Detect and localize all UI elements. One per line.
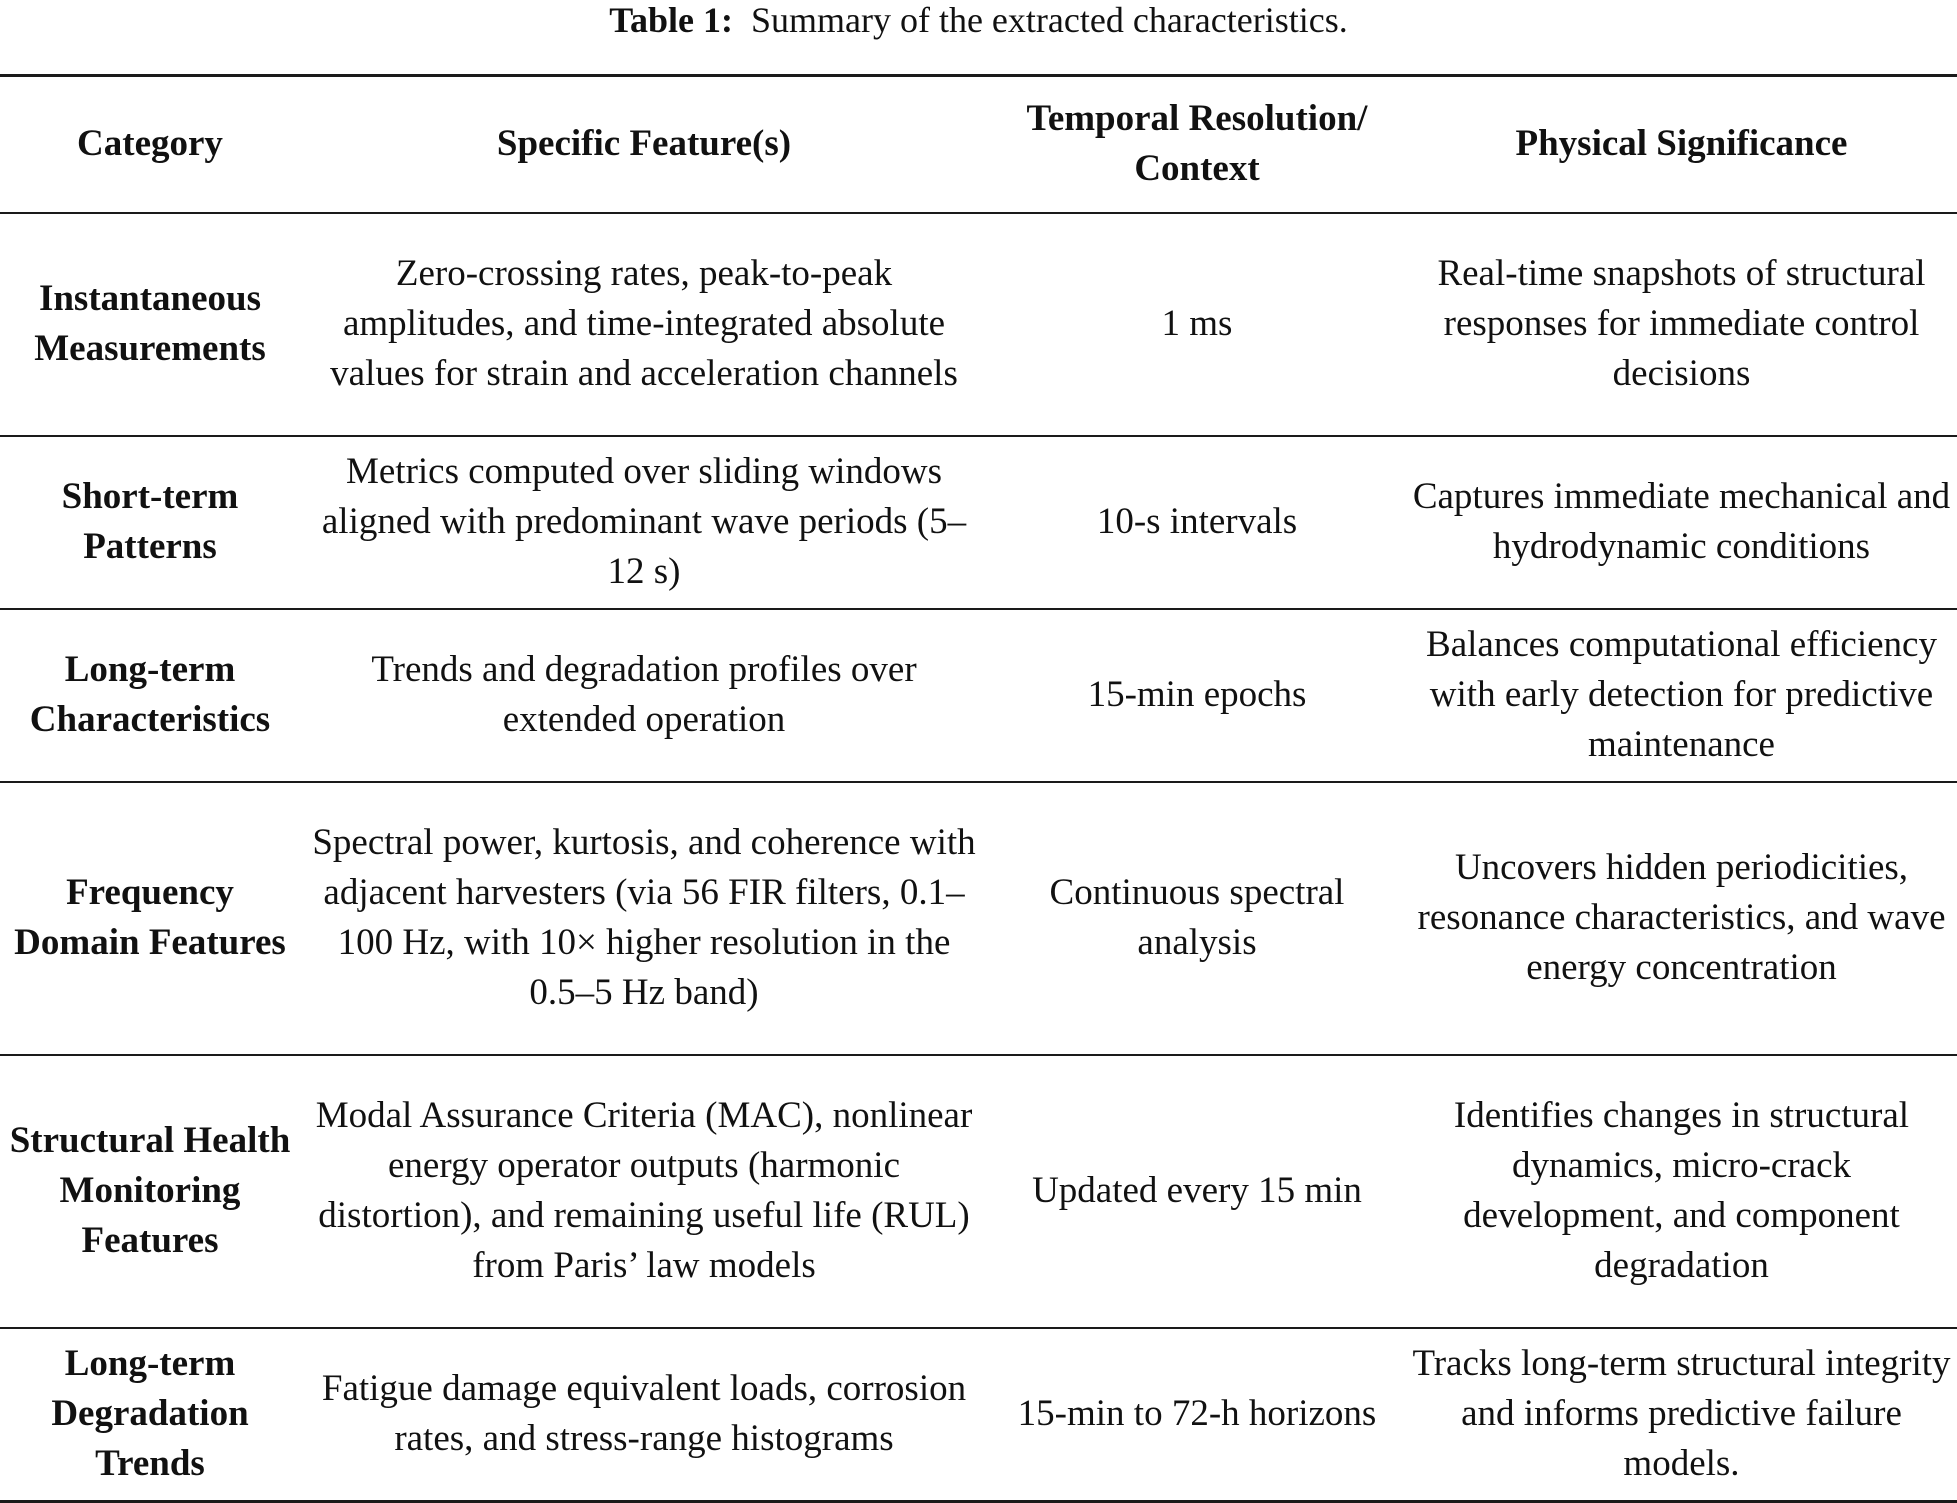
row-category: Long-term Characteristics (0, 609, 300, 782)
table-caption-label: Table 1: (609, 0, 733, 40)
table-row (0, 436, 1957, 609)
row-resolution: 15-min to 72-h horizons (988, 1328, 1406, 1502)
row-category: Instantaneous Measurements (0, 213, 300, 436)
row-significance: Captures immediate mechanical and hydrodynamic conditions (1406, 436, 1957, 609)
table-row (0, 1328, 1957, 1502)
row-category: Structural Health Monitoring Features (0, 1055, 300, 1328)
table-row (0, 609, 1957, 782)
row-resolution: 1 ms (988, 213, 1406, 436)
row-significance: Uncovers hidden periodicities, resonance characteristics, and wave energy concentration (1406, 782, 1957, 1055)
row-significance: Balances computational efficiency with early detection for predictive maintenance (1406, 609, 1957, 782)
header-category: Category (0, 76, 300, 214)
row-significance: Identifies changes in structural dynamics, micro-crack development, and component degradation (1406, 1055, 1957, 1328)
header-physical-significance: Physical Significance (1406, 76, 1957, 214)
row-resolution: Continuous spectral analysis (988, 782, 1406, 1055)
row-features: Fatigue damage equivalent loads, corrosion rates, and stress-range histograms (300, 1328, 988, 1502)
row-resolution: Updated every 15 min (988, 1055, 1406, 1328)
row-features: Modal Assurance Criteria (MAC), nonlinear energy operator outputs (harmonic distortion), and remaining useful life (RUL) from Paris’ law models (300, 1055, 988, 1328)
row-features: Zero-crossing rates, peak-to-peak amplitudes, and time-integrated absolute values for strain and acceleration channels (300, 213, 988, 436)
header-specific-features: Specific Feature(s) (300, 76, 988, 214)
row-features: Trends and degradation profiles over extended operation (300, 609, 988, 782)
row-category: Long-term Degradation Trends (0, 1328, 300, 1502)
row-features: Spectral power, kurtosis, and coherence with adjacent harvesters (via 56 FIR filters, 0.1–100 Hz, with 10× higher resolution in the 0.5–5 Hz band) (300, 782, 988, 1055)
row-resolution: 15-min epochs (988, 609, 1406, 782)
row-significance: Tracks long-term structural integrity and informs predictive failure models. (1406, 1328, 1957, 1502)
row-features: Metrics computed over sliding windows aligned with predominant wave periods (5–12 s) (300, 436, 988, 609)
table-row (0, 1055, 1957, 1328)
header-temporal-resolution: Temporal Resolution/ Context (988, 76, 1406, 214)
table-row (0, 782, 1957, 1055)
row-category: Short-term Patterns (0, 436, 300, 609)
summary-table (0, 74, 1957, 1503)
table-header-row (0, 76, 1957, 214)
row-significance: Real-time snapshots of structural responses for immediate control decisions (1406, 213, 1957, 436)
row-category: Frequency Domain Features (0, 782, 300, 1055)
table-caption (0, 0, 1957, 40)
row-resolution: 10-s intervals (988, 436, 1406, 609)
table-caption-text: Summary of the extracted characteristics. (750, 0, 1348, 40)
table-row (0, 213, 1957, 436)
